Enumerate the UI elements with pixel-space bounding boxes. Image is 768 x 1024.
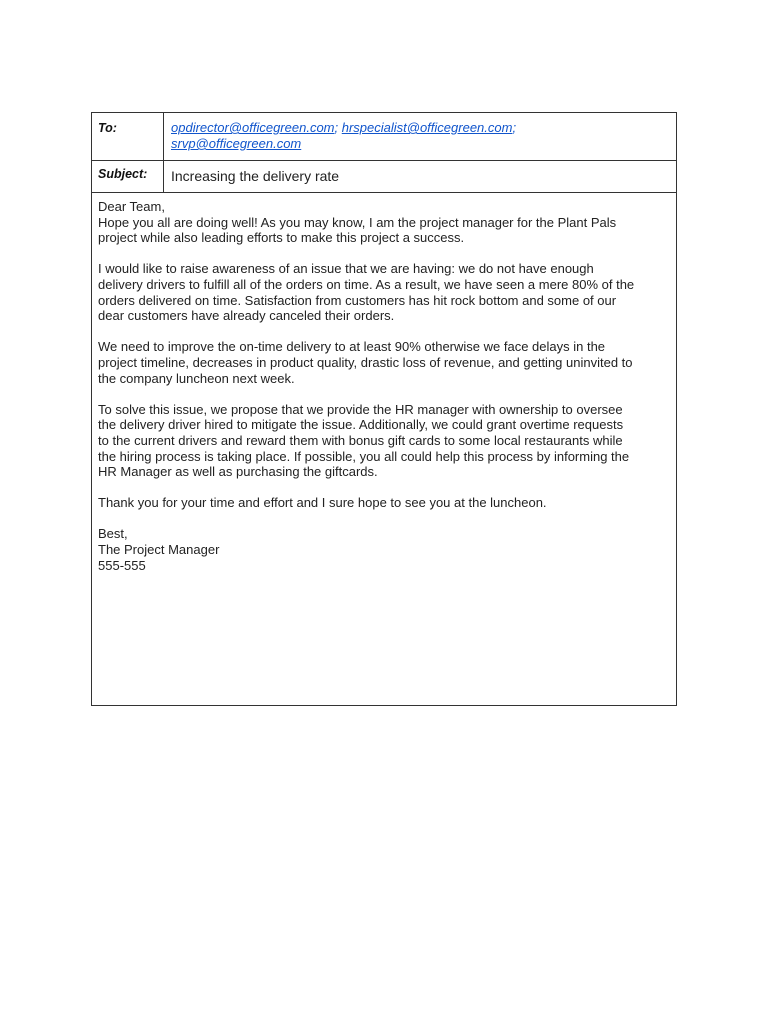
recipient-separator: ; — [334, 120, 342, 135]
thanks-line: Thank you for your time and effort and I sure hope to see you at the luncheon. — [98, 495, 547, 511]
body-line: delivery drivers to fulfill all of the orders on time. As a result, we have seen a mere 80% of the — [98, 276, 635, 292]
body-line: HR Manager as well as purchasing the giftcards. — [98, 464, 378, 480]
recipient-link-srvp[interactable]: srvp@officegreen.com — [171, 136, 302, 151]
subject-row — [92, 161, 676, 193]
signer-name: The Project Manager — [98, 542, 220, 558]
to-row — [92, 113, 676, 161]
recipient-link-opdirector[interactable]: opdirector@officegreen.com — [171, 120, 335, 135]
intro-line: Hope you all are doing well! As you may know, I am the project manager for the Plant Pals — [98, 214, 617, 230]
signoff: Best, — [98, 526, 128, 542]
body-line: the hiring process is taking place. If possible, you all could help this process by informing the — [98, 448, 630, 464]
body-line: orders delivered on time. Satisfaction from customers has hit rock bottom and some of our — [98, 292, 617, 308]
body-line: the company luncheon next week. — [98, 370, 295, 386]
body-line: We need to improve the on-time delivery to at least 90% otherwise we face delays in the — [98, 339, 606, 355]
to-label: To: — [92, 113, 164, 160]
email-memo — [91, 112, 677, 706]
subject-label: Subject: — [92, 161, 164, 192]
body-line: project timeline, decreases in product quality, drastic loss of revenue, and getting uninvited to — [98, 354, 633, 370]
body-line: the delivery driver hired to mitigate the issue. Additionally, we could grant overtime requests — [98, 417, 624, 433]
body-line: dear customers have already canceled their orders. — [98, 308, 395, 324]
recipient-separator: ; — [512, 120, 517, 135]
signer-phone: 555-555 — [98, 557, 146, 573]
message-body — [92, 193, 676, 573]
greeting-paragraph — [98, 199, 668, 246]
intro-line: project while also leading efforts to make this project a success. — [98, 230, 465, 246]
recipient-link-hrspecialist[interactable]: hrspecialist@officegreen.com — [341, 120, 513, 135]
issue-paragraph — [98, 261, 668, 323]
recipients-cell — [164, 113, 676, 160]
solution-paragraph — [98, 402, 668, 480]
body-line: I would like to raise awareness of an issue that we are having: we do not have enough — [98, 261, 594, 277]
subject-text: Increasing the delivery rate — [171, 168, 340, 184]
goal-paragraph — [98, 339, 668, 386]
body-line: To solve this issue, we propose that we provide the HR manager with ownership to oversee — [98, 401, 623, 417]
body-line: to the current drivers and reward them with bonus gift cards to some local restaurants while — [98, 432, 623, 448]
thanks-paragraph — [98, 495, 668, 511]
signature-block — [98, 526, 668, 573]
greeting: Dear Team, — [98, 199, 165, 214]
